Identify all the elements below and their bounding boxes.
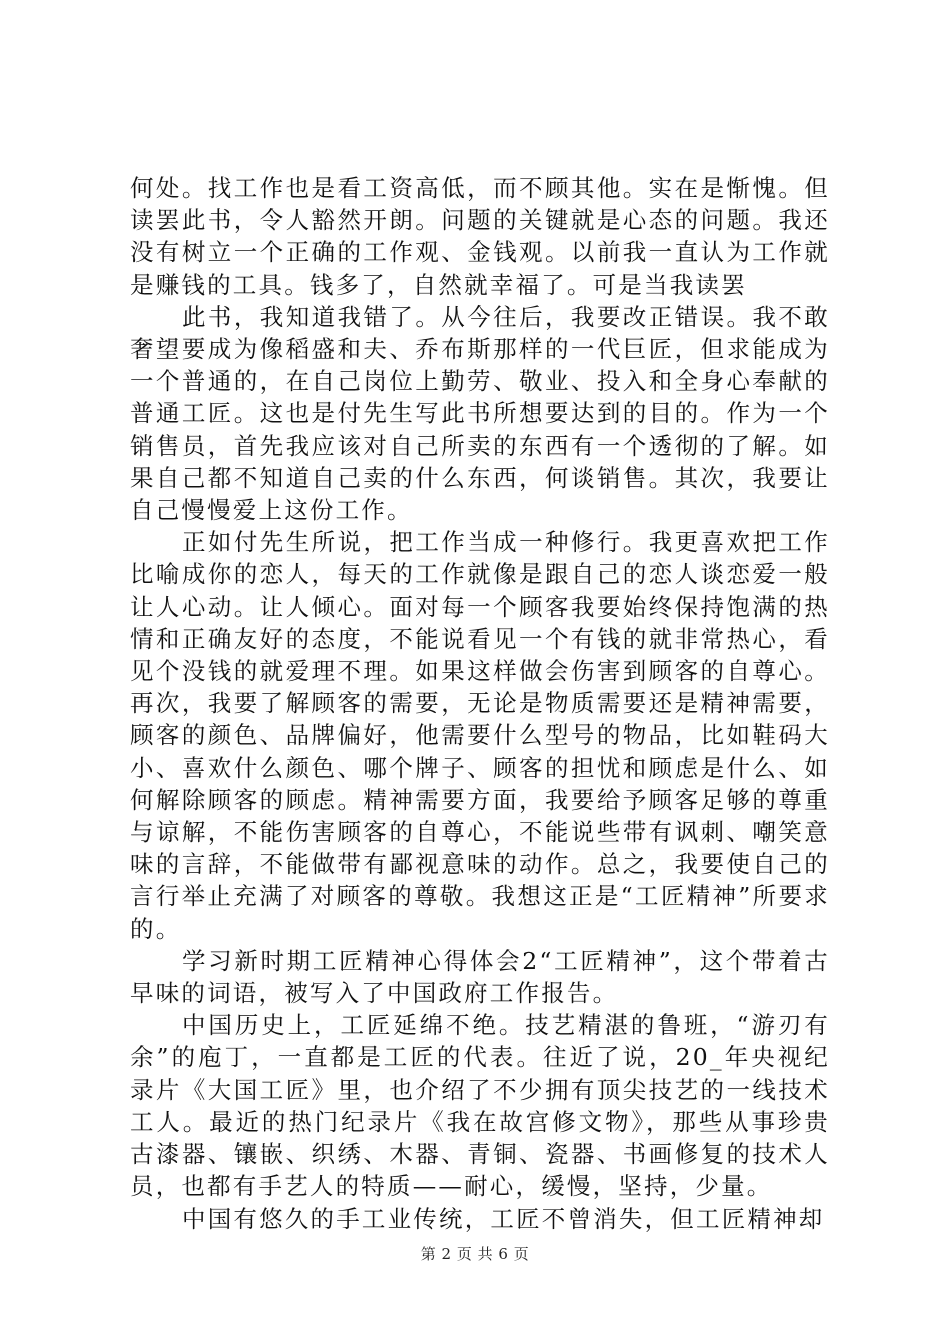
page-number-footer: 第 2 页 共 6 页: [420, 1245, 530, 1263]
paragraph-3: 正如付先生所说，把工作当成一种修行。我更喜欢把工作比喻成你的恋人，每天的工作就像是跟自己的恋人谈恋爱一般让人心动。让人倾心。面对每一个顾客我要始终保持饱满的热情和正确友好的态度，不能说看见一个有钱的就非常热心，看见个没钱的就爱理不理。如果这样做会伤害到顾客的自尊心。再次，我要了解顾客的需要，无论是物质需要还是精神需要，顾客的颜色、品牌偏好，他需要什么型号的物品，比如鞋码大小、喜欢什么颜色、哪个牌子、顾客的担忧和顾虑是什么、如何解除顾客的顾虑。精神需要方面，我要给予顾客足够的尊重与谅解，不能伤害顾客的自尊心，不能说些带有讽刺、嘲笑意味的言辞，不能做带有鄙视意味的动作。总之，我要使自己的言行举止充满了对顾客的尊敬。我想这正是“工匠精神”所要求的。: [130, 528, 830, 943]
paragraph-4: 学习新时期工匠精神心得体会2“工匠精神”，这个带着古早味的词语，被写入了中国政府工作报告。: [130, 946, 830, 1008]
paragraph-6: 中国有悠久的手工业传统，工匠不曾消失，但工匠精神却: [182, 1204, 825, 1233]
paragraph-1: 何处。找工作也是看工资高低，而不顾其他。实在是惭愧。但读罢此书，令人豁然开朗。问题的关键就是心态的问题。我还没有树立一个正确的工作观、金钱观。以前我一直认为工作就是赚钱的工具。钱多了，自然就幸福了。可是当我读罢: [130, 174, 830, 299]
paragraph-2: 此书，我知道我错了。从今往后，我要改正错误。我不敢奢望要成为像稻盛和夫、乔布斯那样的一代巨匠，但求能成为一个普通的，在自己岗位上勤劳、敬业、投入和全身心奉献的普通工匠。这也是付先生写此书所想要达到的目的。作为一个销售员，首先我应该对自己所卖的东西有一个透彻的了解。如果自己都不知道自己卖的什么东西，何谈销售。其次，我要让自己慢慢爱上这份工作。: [130, 302, 830, 525]
body-text: [130, 172, 830, 1235]
paragraph-5: 中国历史上，工匠延绵不绝。技艺精湛的鲁班，“游刃有余”的庖丁，一直都是工匠的代表。往近了说，20_年央视纪录片《大国工匠》里，也介绍了不少拥有顶尖技艺的一线技术工人。最近的热门纪录片《我在故宫修文物》，那些从事珍贵古漆器、镶嵌、织绣、木器、青铜、瓷器、书画修复的技术人员，也都有手艺人的特质——耐心，缓慢，坚持，少量。: [130, 1011, 830, 1201]
